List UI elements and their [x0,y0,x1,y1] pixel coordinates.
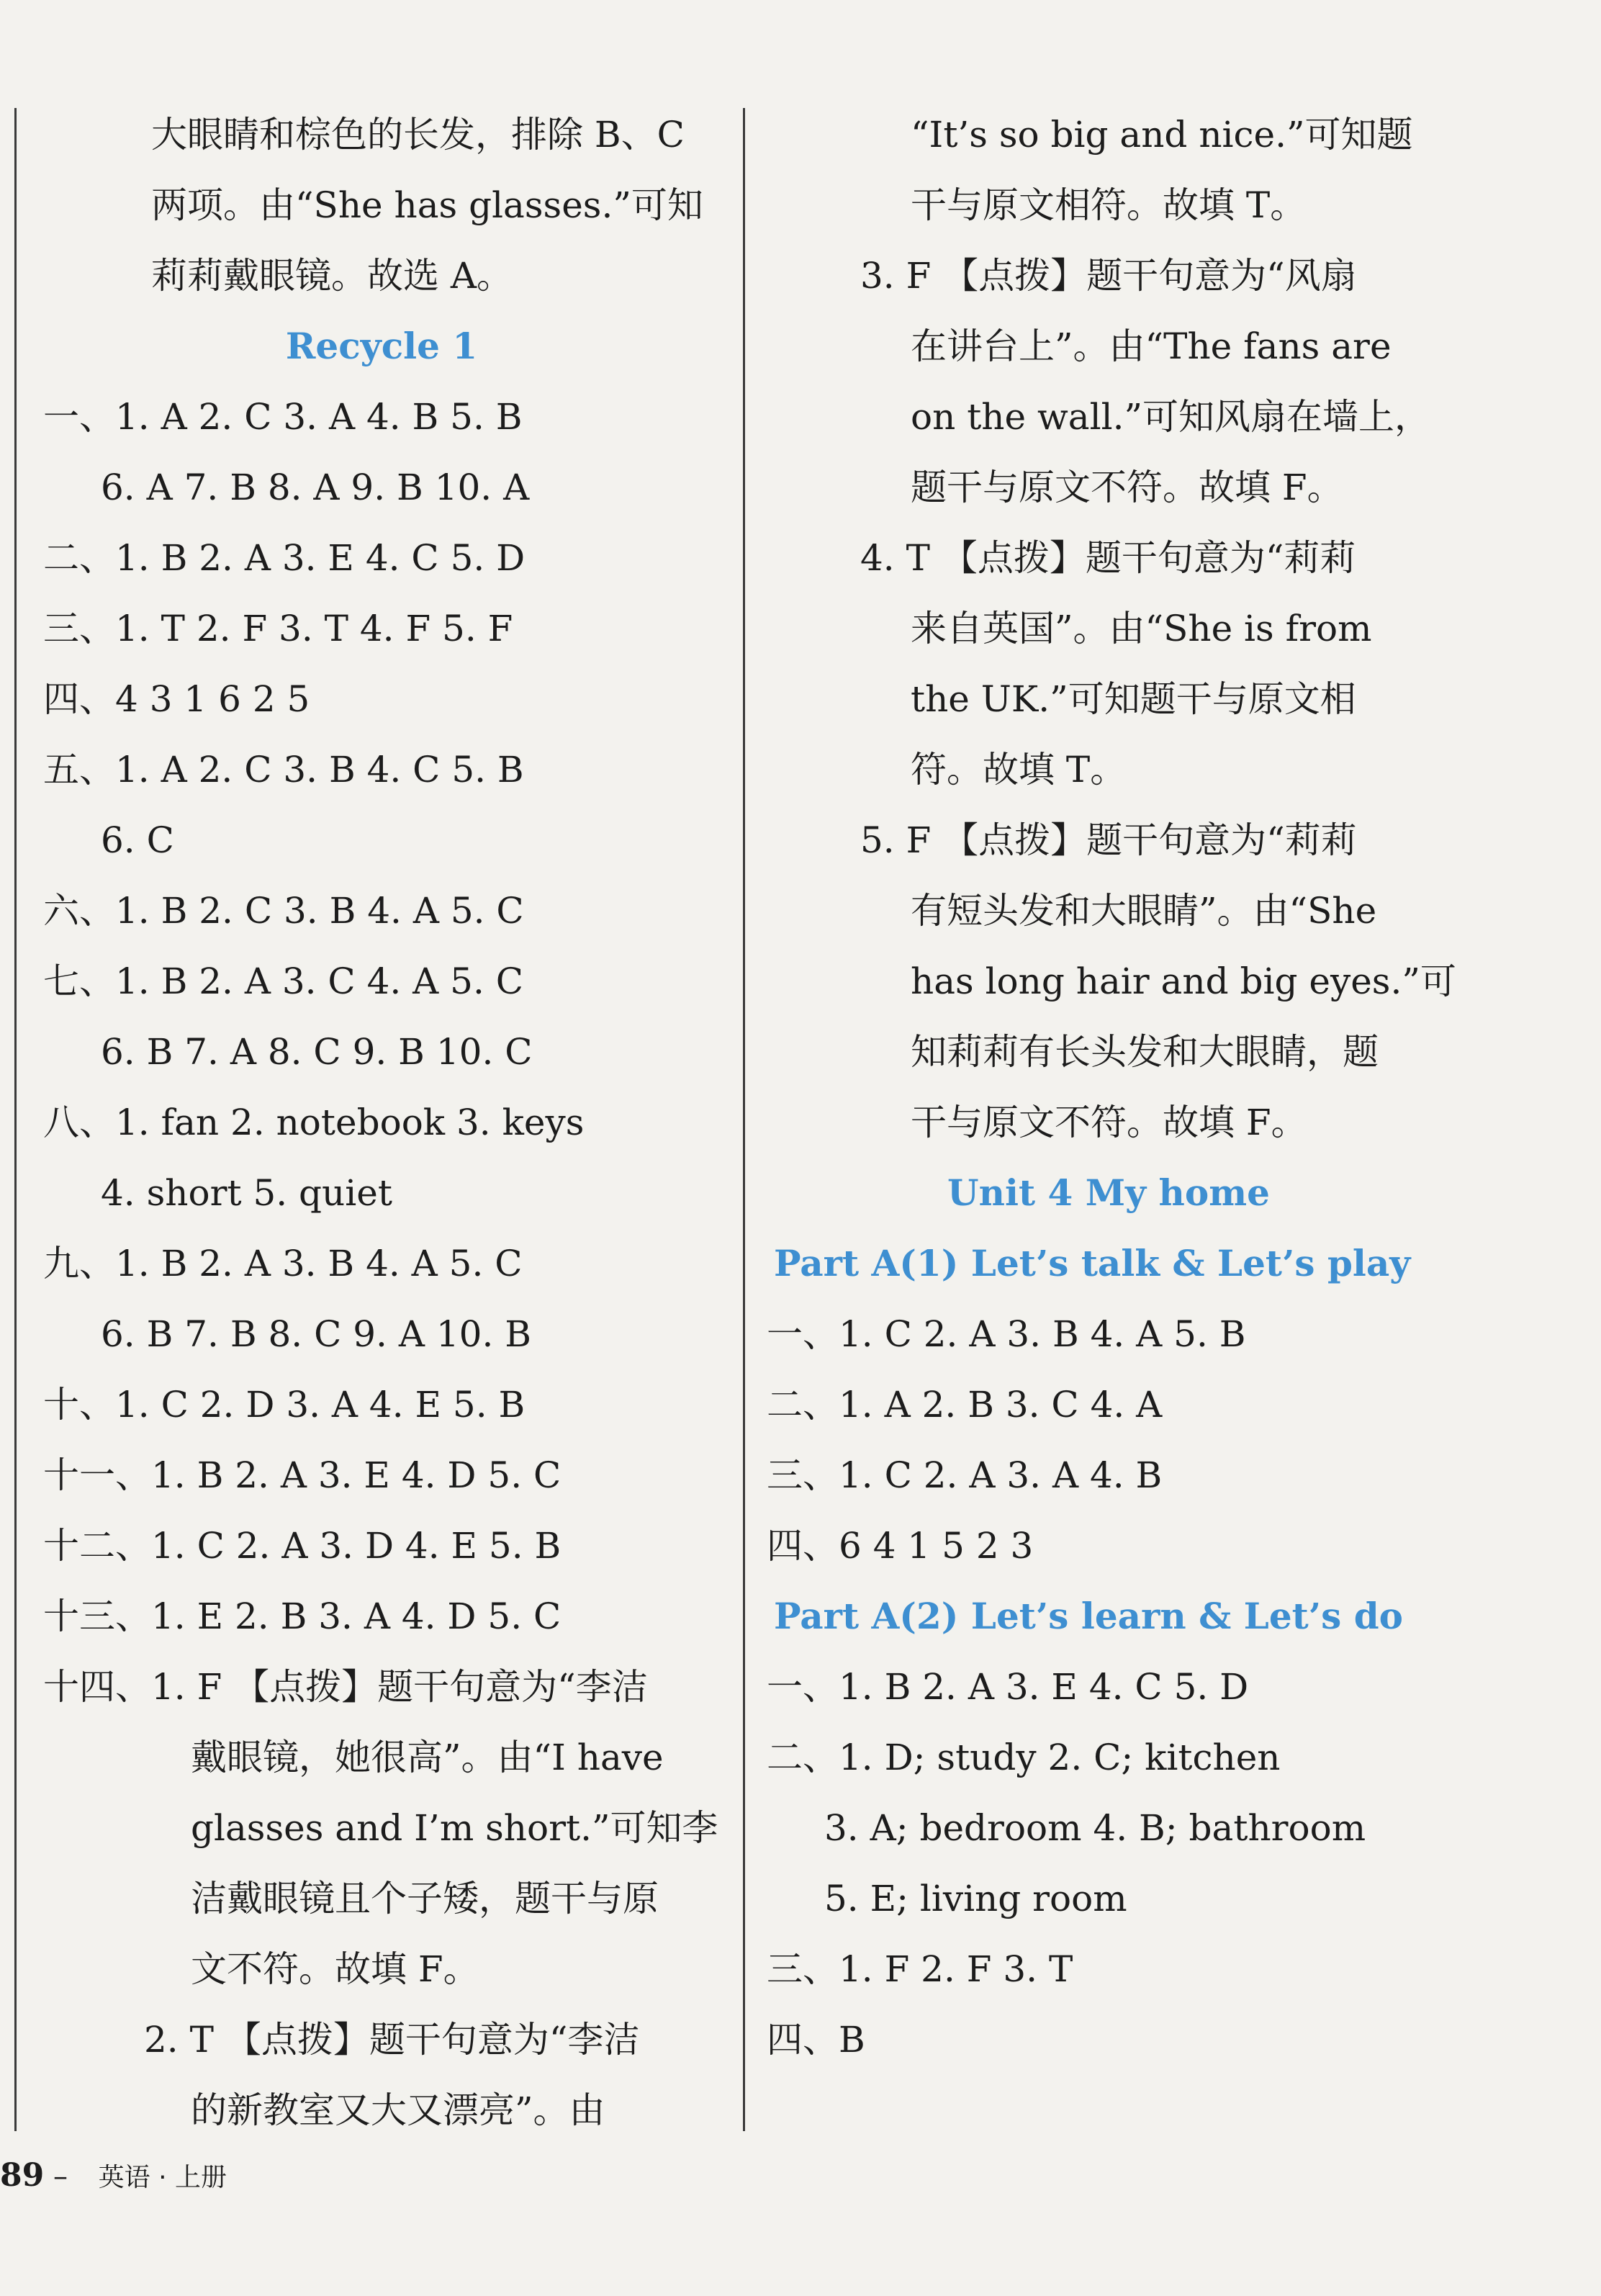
column-divider [743,108,745,2131]
page-footer [0,2154,227,2197]
answer-line: 一、1. C 2. A 3. B 4. A 5. B [767,1313,1246,1355]
answer-line: 3. A; bedroom 4. B; bathroom [824,1807,1366,1849]
answer-line: 4. short 5. quiet [101,1172,392,1214]
answer-line: 题干与原文不符。故填 F。 [911,467,1343,508]
answer-line: 十一、1. B 2. A 3. E 4. D 5. C [43,1454,562,1496]
answer-line: 有短头发和大眼睛”。由“She [911,890,1377,932]
answer-line: 符。故填 T。 [911,749,1127,791]
answer-line: 二、1. B 2. A 3. E 4. C 5. D [43,537,526,579]
left-column [43,99,720,2146]
answer-line: 三、1. F 2. F 3. T [767,1948,1073,1990]
answer-line: 6. C [101,819,174,861]
answer-line: 6. A 7. B 8. A 9. B 10. A [101,467,530,508]
answer-line: 六、1. B 2. C 3. B 4. A 5. C [43,890,524,932]
section-heading: Recycle 1 [285,325,478,367]
answer-line: 5. E; living room [824,1878,1127,1919]
answer-line: 一、1. B 2. A 3. E 4. C 5. D [767,1666,1249,1708]
answer-line: 知莉莉有长头发和大眼睛，题 [911,1031,1379,1073]
part-subheading: Part A(1) Let’s talk & Let’s play [774,1242,1411,1284]
answer-line: 戴眼镜，她很高”。由“I have [191,1737,664,1778]
right-column [767,99,1456,2075]
answer-line: 来自英国”。由“She is from [911,608,1372,649]
answer-line: 莉莉戴眼镜。故选 A。 [151,255,513,297]
answer-line: 四、6 4 1 5 2 3 [767,1525,1034,1567]
answer-line: 文不符。故填 F。 [191,1948,479,1990]
answer-line: 三、1. C 2. A 3. A 4. B [767,1454,1163,1496]
answer-line: 十二、1. C 2. A 3. D 4. E 5. B [43,1525,562,1567]
answer-line: has long hair and big eyes.”可 [911,960,1456,1002]
answer-line: on the wall.”可知风扇在墙上， [911,396,1431,438]
answer-line: 九、1. B 2. A 3. B 4. A 5. C [43,1243,523,1284]
answer-line: 十、1. C 2. D 3. A 4. E 5. B [43,1384,526,1426]
answer-line: 5. F 【点拨】题干句意为“莉莉 [860,819,1357,861]
answer-line: 两项。由“She has glasses.”可知 [151,184,703,226]
answer-line: 四、B [767,2019,865,2061]
answer-line: 五、1. A 2. C 3. B 4. C 5. B [43,749,524,791]
answer-line: 二、1. D; study 2. C; kitchen [767,1737,1281,1778]
answer-line: 四、4 3 1 6 2 5 [43,678,310,720]
answer-line: 七、1. B 2. A 3. C 4. A 5. C [43,960,524,1002]
answer-line: 的新教室又大又漂亮”。由 [191,2089,605,2131]
answer-line: 二、1. A 2. B 3. C 4. A [767,1384,1163,1426]
answer-line: 十四、1. F 【点拨】题干句意为“李洁 [43,1666,648,1708]
answer-line: the UK.”可知题干与原文相 [911,678,1356,720]
section-heading: Unit 4 My home [947,1171,1270,1214]
answer-line: 3. F 【点拨】题干句意为“风扇 [860,255,1357,297]
part-subheading: Part A(2) Let’s learn & Let’s do [774,1595,1404,1637]
footer-dash: – [53,2160,68,2193]
page-number: 89 [0,2157,45,2194]
answer-line: 十三、1. E 2. B 3. A 4. D 5. C [43,1595,562,1637]
answer-line: 干与原文相符。故填 T。 [911,184,1307,226]
answer-line: 干与原文不符。故填 F。 [911,1102,1307,1143]
answer-line: 在讲台上”。由“The fans are [911,325,1392,367]
answer-line: 三、1. T 2. F 3. T 4. F 5. F [43,608,513,649]
answer-line: 洁戴眼镜且个子矮，题干与原 [191,1878,659,1919]
answer-line: 八、1. fan 2. notebook 3. keys [43,1102,585,1143]
answer-line: 6. B 7. B 8. C 9. A 10. B [101,1313,531,1355]
answer-line: 2. T 【点拨】题干句意为“李洁 [144,2019,640,2061]
footer-subject: 英语 · 上册 [98,2163,227,2192]
answer-line: 一、1. A 2. C 3. A 4. B 5. B [43,396,523,438]
answer-line: 6. B 7. A 8. C 9. B 10. C [101,1031,533,1073]
answer-line: “It’s so big and nice.”可知题 [911,114,1413,156]
left-margin-rule [14,108,17,2131]
answer-line: 4. T 【点拨】题干句意为“莉莉 [860,537,1356,579]
answer-line: glasses and I’m short.”可知李 [191,1807,718,1849]
answer-line: 大眼睛和棕色的长发，排除 B、C [151,114,685,156]
